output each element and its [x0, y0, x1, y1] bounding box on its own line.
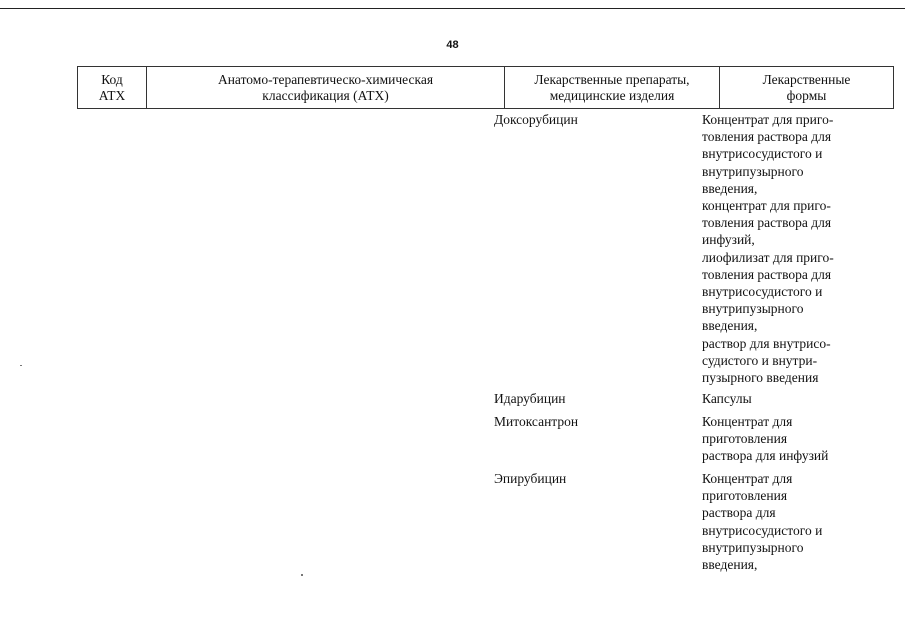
forms-mitoxantrone — [702, 413, 862, 465]
form-line: Капсулы — [702, 391, 752, 406]
header-code-line-1: Код — [101, 71, 123, 87]
header-drugs-line-1: Лекарственные препараты, — [534, 71, 690, 87]
form-line: концентрат для приго- — [702, 198, 831, 214]
form-line: товления раствора для — [702, 129, 832, 145]
form-line: введения, — [702, 318, 758, 334]
form-line: инфузий, — [702, 232, 755, 248]
header-classification-line-2: классификация (АТХ) — [262, 87, 389, 103]
form-line: внутрипузырного — [702, 539, 804, 555]
form-line: раствора для инфузий — [702, 448, 829, 464]
header-code-atc — [78, 67, 147, 109]
scan-speck — [301, 574, 303, 576]
form-line: раствор для внутрисо- — [702, 335, 831, 351]
form-line: внутрипузырного — [702, 163, 804, 179]
drug-mitoxantrone: Митоксантрон — [494, 414, 579, 429]
forms-idarubicin — [702, 390, 862, 407]
form-line: внутрисосудистого и — [702, 146, 823, 162]
form-line: внутрисосудистого и — [702, 284, 823, 300]
header-drugs — [505, 67, 720, 109]
form-line: введения, — [702, 557, 758, 573]
form-line: приготовления — [702, 488, 788, 504]
form-line: пузырного введения — [702, 370, 819, 386]
top-rule — [0, 8, 905, 9]
header-drugs-line-2: медицинские изделия — [549, 87, 675, 103]
header-forms-line-2: формы — [786, 87, 827, 103]
form-line: введения, — [702, 180, 758, 196]
forms-epirubicin — [702, 470, 862, 573]
table-header-row — [78, 67, 894, 109]
forms-doxorubicin — [702, 111, 862, 386]
form-line: Концентрат для приго- — [702, 112, 834, 127]
form-line: приготовления — [702, 431, 788, 447]
header-atc-classification — [147, 67, 505, 109]
form-line: внутрисосудистого и — [702, 522, 823, 538]
form-line: раствора для — [702, 505, 776, 521]
header-forms-line-1: Лекарственные — [762, 71, 851, 87]
form-line: внутрипузырного — [702, 301, 804, 317]
form-line: Концентрат для — [702, 414, 793, 429]
header-code-line-2: АТХ — [98, 87, 126, 103]
form-line: судистого и внутри- — [702, 352, 818, 368]
header-dosage-forms — [720, 67, 894, 109]
form-line: лиофилизат для приго- — [702, 249, 834, 265]
form-line: товления раствора для — [702, 215, 832, 231]
form-line: Концентрат для — [702, 471, 793, 486]
drug-idarubicin: Идарубицин — [494, 391, 566, 406]
table-header — [77, 66, 894, 109]
scan-speck — [20, 365, 22, 366]
drug-doxorubicin: Доксорубицин — [494, 112, 578, 127]
page-number: 48 — [446, 39, 459, 51]
drug-epirubicin: Эпирубицин — [494, 471, 567, 486]
header-classification-line-1: Анатомо-терапевтическо-химическая — [217, 71, 434, 87]
form-line: товления раствора для — [702, 266, 832, 282]
